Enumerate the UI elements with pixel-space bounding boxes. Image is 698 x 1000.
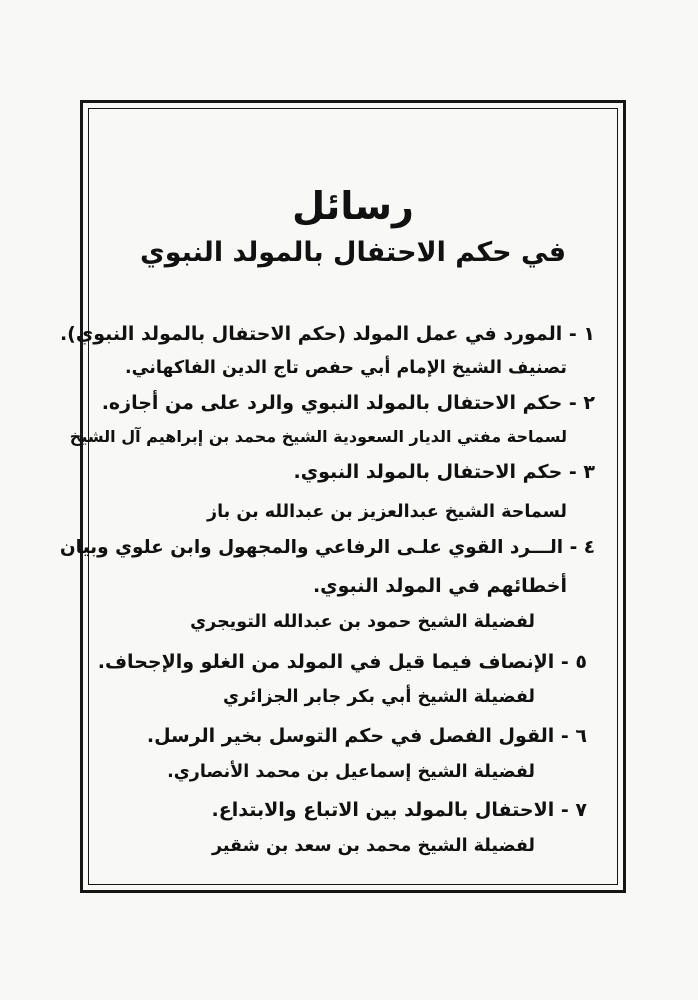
item-7-author: لفضيلة الشيخ محمد بن سعد بن شقير <box>212 836 535 856</box>
title-page-content <box>59 109 617 884</box>
item-7-title: ٧ - الاحتفال بالمولد بين الاتباع والابتداع. <box>211 799 587 821</box>
inner-border-frame <box>59 108 618 885</box>
page-subtitle: في حكم الاحتفال بالمولد النبوي <box>139 237 567 268</box>
item-2-title: ٢ - حكم الاحتفال بالمولد النبوي والرد على من أجازه. <box>101 392 595 414</box>
outer-border-frame <box>59 100 626 893</box>
item-1-author: تصنيف الشيخ الإمام أبي حفص تاج الدين الفاكهاني. <box>124 358 567 378</box>
item-4-title: ٤ - الـــرد القوي علـى الرفاعي والمجهول وابن علوي وبيان <box>59 537 595 558</box>
item-4-author: لفضيلة الشيخ حمود بن عبدالله التويجري <box>190 612 535 632</box>
item-6-author: لفضيلة الشيخ إسماعيل بن محمد الأنصاري. <box>167 762 535 782</box>
item-3-author: لسماحة الشيخ عبدالعزيز بن عبدالله بن باز <box>207 502 567 522</box>
item-4-title-continued: أخطائهم في المولد النبوي. <box>312 575 567 597</box>
page-title: رسائل <box>292 184 414 228</box>
item-2-author: لسماحة مفتي الديار السعودية الشيخ محمد بن إبراهيم آل الشيخ <box>69 427 567 446</box>
item-6-title: ٦ - القول الفصل في حكم التوسل بخير الرسل. <box>146 725 587 747</box>
item-5-author: لفضيلة الشيخ أبي بكر جابر الجزائري <box>222 687 535 707</box>
item-1-title: ١ - المورد في عمل المولد (حكم الاحتفال بالمولد النبوي). <box>59 323 595 345</box>
item-3-title: ٣ - حكم الاحتفال بالمولد النبوي. <box>293 461 595 483</box>
item-5-title: ٥ - الإنصاف فيما قيل في المولد من الغلو والإجحاف. <box>97 651 587 673</box>
